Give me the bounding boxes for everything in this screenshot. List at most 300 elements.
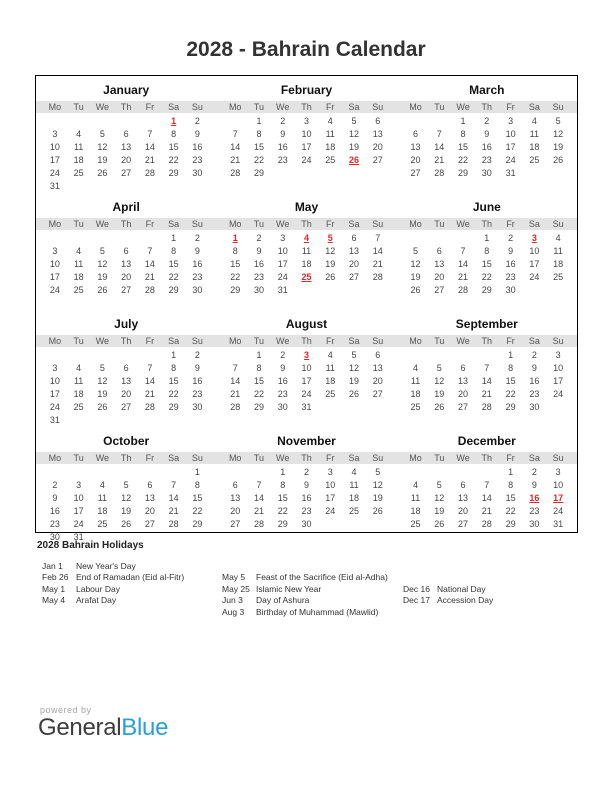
date-cell: 19 — [97, 389, 108, 399]
date-cell: 13 — [349, 246, 360, 256]
date-cell: 30 — [505, 285, 516, 295]
date-cell: 17 — [529, 259, 540, 269]
date-cell: 30 — [253, 285, 264, 295]
date-cell: 7 — [232, 363, 238, 373]
date-cell: 29 — [168, 168, 179, 178]
date-cell: 27 — [121, 285, 132, 295]
weekday-row — [36, 218, 216, 230]
empty-cell — [318, 180, 342, 193]
date-cell: 11 — [553, 246, 563, 256]
holiday-name: Feast of the Sacrifice (Eid al-Adha) — [256, 572, 388, 583]
month-april — [36, 193, 216, 310]
holiday-item — [37, 595, 217, 606]
holiday-date: Aug 3 — [222, 606, 245, 617]
empty-cell — [404, 115, 428, 128]
date-cell: 18 — [325, 142, 336, 152]
weekday-label: Sa — [168, 102, 180, 112]
date-cell: 22 — [277, 506, 288, 516]
holiday-name: Day of Ashura — [256, 595, 310, 606]
weekday-row — [216, 452, 396, 464]
date-cell: 15 — [505, 376, 516, 386]
empty-cell — [499, 297, 523, 310]
weekday-label: Sa — [168, 219, 180, 229]
date-cell: 27 — [121, 402, 132, 412]
date-cell: 11 — [410, 376, 421, 386]
empty-cell — [247, 180, 271, 193]
date-cell: 1 — [280, 467, 286, 477]
weekday-label: We — [95, 102, 110, 112]
empty-cell — [43, 115, 67, 128]
date-cell: 16 — [192, 142, 203, 152]
date-cell: 12 — [349, 363, 360, 373]
date-cell: 16 — [505, 259, 516, 269]
date-cell: 5 — [123, 480, 129, 490]
date-cell: 14 — [230, 142, 241, 152]
date-cell: 26 — [372, 506, 383, 516]
weekday-label: Tu — [434, 219, 445, 229]
date-cell: 28 — [144, 285, 155, 295]
weekday-label: Th — [120, 102, 132, 112]
weekday-label: Mo — [48, 453, 62, 463]
month-title: March — [469, 83, 505, 97]
empty-cell — [546, 297, 570, 310]
empty-cell — [427, 297, 451, 310]
date-cell: 19 — [349, 142, 360, 152]
empty-cell — [404, 414, 428, 427]
date-cell: 11 — [73, 142, 84, 152]
date-cell: 14 — [144, 376, 155, 386]
date-cell: 18 — [553, 259, 564, 269]
date-cell: 15 — [253, 142, 264, 152]
date-cell: 29 — [505, 519, 516, 529]
date-cell: 16 — [529, 376, 540, 386]
date-cell: 25 — [325, 389, 336, 399]
date-cell: 21 — [168, 506, 179, 516]
date-cell: 28 — [230, 402, 241, 412]
weekday-label: Mo — [48, 102, 62, 112]
empty-cell — [318, 414, 342, 427]
date-cell: 8 — [484, 246, 490, 256]
date-cell: 13 — [144, 493, 155, 503]
date-cell: 25 — [325, 155, 336, 165]
date-cell: 3 — [52, 129, 58, 139]
date-cell: 12 — [349, 129, 360, 139]
date-cell: 5 — [436, 480, 442, 490]
date-cell: 15 — [505, 493, 516, 503]
holiday-empty-cell — [398, 572, 577, 583]
date-cell: 6 — [123, 363, 129, 373]
weekday-row — [216, 101, 396, 113]
date-cell: 18 — [325, 376, 336, 386]
holiday-grid — [37, 561, 577, 618]
empty-cell — [451, 297, 475, 310]
date-cell: 14 — [253, 493, 264, 503]
date-cell: 21 — [481, 506, 492, 516]
date-cell: 28 — [144, 168, 155, 178]
date-cell: 12 — [372, 480, 383, 490]
empty-cell — [427, 349, 451, 362]
date-cell: 3 — [76, 480, 82, 490]
month-title: February — [280, 83, 333, 97]
empty-cell — [522, 297, 546, 310]
date-cell: 11 — [325, 129, 335, 139]
date-cell: 1 — [194, 467, 200, 477]
date-cell: 26 — [553, 155, 564, 165]
date-cell: 29 — [230, 285, 241, 295]
date-cell: 26 — [434, 519, 445, 529]
month-title: January — [103, 83, 150, 97]
holiday-item — [217, 572, 398, 583]
empty-cell — [427, 115, 451, 128]
date-cell: 11 — [301, 246, 312, 256]
empty-cell — [271, 167, 295, 180]
date-cell: 15 — [481, 259, 492, 269]
date-cell: 21 — [253, 506, 264, 516]
date-cell: 6 — [413, 129, 419, 139]
date-cell: 22 — [230, 272, 241, 282]
date-cell: 20 — [121, 272, 132, 282]
date-cell: 20 — [372, 376, 383, 386]
empty-cell — [546, 284, 570, 297]
date-cell: 30 — [192, 402, 203, 412]
date-cell: 18 — [301, 259, 312, 269]
weekday-label: We — [95, 219, 110, 229]
holiday-empty-cell — [217, 561, 398, 572]
date-cell: 24 — [277, 272, 288, 282]
date-cell: 21 — [230, 389, 241, 399]
empty-cell — [91, 297, 115, 310]
empty-cell — [451, 349, 475, 362]
date-cell-holiday: 26 — [349, 155, 360, 165]
date-cell: 30 — [481, 168, 492, 178]
dates-grid — [216, 115, 396, 193]
date-cell: 23 — [192, 272, 203, 282]
date-cell: 6 — [436, 246, 442, 256]
date-cell: 13 — [372, 129, 383, 139]
weekday-label: Mo — [409, 102, 422, 112]
date-cell: 7 — [171, 480, 177, 490]
empty-cell — [114, 180, 138, 193]
date-cell: 8 — [171, 129, 177, 139]
date-cell: 24 — [301, 155, 312, 165]
date-cell: 29 — [253, 402, 264, 412]
date-cell: 11 — [97, 493, 108, 503]
date-cell-holiday: 16 — [529, 493, 540, 503]
date-cell: 17 — [49, 389, 60, 399]
date-cell: 25 — [349, 506, 360, 516]
date-cell: 4 — [413, 480, 419, 490]
empty-cell — [186, 180, 210, 193]
brand-blue: Blue — [121, 714, 169, 741]
empty-cell — [342, 401, 366, 414]
empty-cell — [366, 518, 390, 531]
date-cell: 23 — [529, 389, 540, 399]
month-september — [397, 310, 577, 427]
date-cell: 18 — [410, 389, 421, 399]
date-cell: 6 — [375, 116, 381, 126]
date-cell: 31 — [277, 285, 288, 295]
empty-cell — [318, 284, 342, 297]
date-cell: 26 — [97, 285, 108, 295]
empty-cell — [475, 466, 499, 479]
month-title: July — [114, 317, 139, 331]
empty-cell — [295, 414, 319, 427]
empty-cell — [223, 180, 247, 193]
date-cell: 26 — [434, 402, 445, 412]
weekday-label: Th — [481, 336, 493, 346]
empty-cell — [67, 232, 91, 245]
weekday-label: Fr — [145, 336, 155, 346]
date-cell: 23 — [529, 506, 540, 516]
date-cell: 6 — [460, 363, 466, 373]
date-cell: 24 — [325, 506, 336, 516]
date-cell: 24 — [553, 506, 564, 516]
date-cell: 29 — [458, 168, 469, 178]
weekday-label: Sa — [528, 102, 540, 112]
holiday-date: Dec 17 — [403, 595, 430, 606]
date-cell: 1 — [508, 467, 514, 477]
weekday-label: Sa — [348, 102, 360, 112]
date-cell: 22 — [168, 155, 179, 165]
date-cell: 8 — [256, 363, 262, 373]
weekday-label: Su — [191, 219, 203, 229]
date-cell: 16 — [253, 259, 264, 269]
date-cell: 7 — [147, 363, 153, 373]
weekday-label: Fr — [325, 102, 335, 112]
weekday-label: Tu — [253, 453, 265, 463]
empty-cell — [91, 466, 115, 479]
date-cell: 27 — [349, 272, 360, 282]
date-cell-holiday: 1 — [232, 233, 238, 243]
empty-cell — [138, 180, 162, 193]
date-cell: 9 — [531, 363, 537, 373]
date-cell: 28 — [230, 168, 241, 178]
date-cell: 15 — [458, 142, 469, 152]
holiday-date: Jan 1 — [42, 561, 63, 571]
date-cell: 26 — [325, 272, 336, 282]
date-cell: 31 — [73, 532, 84, 542]
date-cell: 9 — [508, 246, 514, 256]
holiday-name: Birthday of Muhammad (Mawlid) — [256, 606, 379, 617]
dates-grid — [397, 466, 577, 544]
empty-cell — [318, 401, 342, 414]
date-cell: 7 — [147, 129, 153, 139]
holiday-name: Labour Day — [76, 583, 120, 594]
date-cell-holiday: 25 — [301, 272, 312, 282]
empty-cell — [162, 414, 186, 427]
holiday-empty-cell — [398, 561, 577, 572]
weekday-label: Su — [552, 219, 564, 229]
date-cell: 24 — [553, 389, 564, 399]
date-cell: 22 — [458, 155, 469, 165]
date-cell: 7 — [256, 480, 262, 490]
holiday-item — [37, 572, 217, 583]
date-cell: 11 — [73, 259, 84, 269]
dates-grid — [36, 232, 216, 310]
date-cell: 27 — [372, 155, 383, 165]
date-cell: 27 — [458, 519, 469, 529]
empty-cell — [451, 414, 475, 427]
weekday-row — [397, 101, 577, 113]
date-cell: 19 — [434, 506, 445, 516]
weekday-label: We — [276, 453, 290, 463]
date-cell: 31 — [505, 168, 516, 178]
holiday-item — [217, 607, 398, 618]
date-cell: 10 — [49, 142, 60, 152]
date-cell: 16 — [277, 142, 288, 152]
date-cell: 10 — [301, 129, 312, 139]
empty-cell — [138, 297, 162, 310]
month-title: August — [285, 317, 328, 331]
date-cell: 8 — [508, 480, 514, 490]
date-cell: 3 — [280, 233, 286, 243]
date-cell-holiday: 1 — [171, 116, 177, 126]
date-cell: 10 — [277, 246, 288, 256]
date-cell: 19 — [97, 155, 108, 165]
month-october — [36, 427, 216, 544]
date-cell: 12 — [97, 259, 108, 269]
month-august — [216, 310, 396, 427]
weekday-label: We — [456, 336, 470, 346]
date-cell: 18 — [410, 506, 421, 516]
date-cell: 27 — [458, 402, 469, 412]
date-cell: 13 — [230, 493, 241, 503]
empty-cell — [91, 115, 115, 128]
empty-cell — [67, 414, 91, 427]
holiday-date: May 4 — [42, 595, 66, 606]
empty-cell — [427, 232, 451, 245]
holiday-date: Jun 3 — [222, 595, 243, 606]
date-cell: 30 — [529, 519, 540, 529]
date-cell: 7 — [436, 129, 442, 139]
date-cell: 8 — [280, 480, 286, 490]
date-cell: 1 — [484, 233, 490, 243]
date-cell: 6 — [460, 480, 466, 490]
date-cell: 4 — [531, 116, 537, 126]
month-march — [397, 76, 577, 193]
date-cell: 5 — [99, 129, 105, 139]
date-cell: 5 — [99, 363, 105, 373]
holiday-date: Dec 16 — [403, 583, 430, 594]
weekday-label: Fr — [325, 219, 335, 229]
empty-cell — [366, 401, 390, 414]
date-cell: 16 — [49, 506, 60, 516]
date-cell: 1 — [171, 350, 177, 360]
date-cell: 29 — [168, 285, 179, 295]
empty-cell — [451, 466, 475, 479]
weekday-label: Th — [301, 102, 312, 112]
empty-cell — [366, 167, 390, 180]
date-cell-holiday: 17 — [553, 493, 564, 503]
weekday-label: Mo — [48, 336, 62, 346]
date-cell: 30 — [49, 532, 60, 542]
date-cell: 24 — [529, 272, 540, 282]
empty-cell — [162, 297, 186, 310]
date-cell: 20 — [458, 389, 469, 399]
empty-cell — [223, 349, 247, 362]
date-cell: 2 — [52, 480, 58, 490]
date-cell: 10 — [505, 129, 516, 139]
weekday-label: Sa — [528, 219, 540, 229]
month-january — [36, 76, 216, 193]
date-cell: 28 — [481, 402, 492, 412]
date-cell: 4 — [76, 363, 82, 373]
empty-cell — [295, 284, 319, 297]
empty-cell — [404, 466, 428, 479]
holiday-item — [217, 584, 398, 595]
date-cell: 16 — [301, 493, 312, 503]
empty-cell — [295, 297, 319, 310]
date-cell: 24 — [49, 168, 60, 178]
empty-cell — [522, 180, 546, 193]
date-cell: 1 — [256, 350, 262, 360]
weekday-label: Su — [372, 336, 384, 346]
empty-cell — [404, 349, 428, 362]
date-cell: 1 — [171, 233, 177, 243]
empty-cell — [138, 349, 162, 362]
empty-cell — [114, 414, 138, 427]
date-cell: 4 — [327, 116, 333, 126]
date-cell: 24 — [505, 155, 516, 165]
weekday-row — [397, 218, 577, 230]
weekday-row — [36, 335, 216, 347]
holidays-section — [37, 540, 577, 618]
date-cell: 2 — [531, 467, 537, 477]
date-cell: 2 — [303, 467, 309, 477]
month-december — [397, 427, 577, 544]
empty-cell — [475, 180, 499, 193]
empty-cell — [522, 414, 546, 427]
date-cell: 8 — [171, 363, 177, 373]
date-cell: 13 — [458, 376, 469, 386]
date-cell: 30 — [192, 285, 203, 295]
date-cell: 29 — [505, 402, 516, 412]
date-cell: 19 — [553, 142, 564, 152]
weekday-label: Fr — [325, 336, 335, 346]
date-cell: 3 — [555, 350, 561, 360]
date-cell: 5 — [99, 246, 105, 256]
date-cell: 26 — [121, 519, 132, 529]
month-title: December — [457, 434, 516, 448]
dates-grid — [36, 349, 216, 427]
weekday-label: Fr — [145, 453, 155, 463]
date-cell: 10 — [553, 480, 564, 490]
date-cell: 26 — [97, 402, 108, 412]
date-cell: 9 — [531, 480, 537, 490]
date-cell: 3 — [52, 363, 58, 373]
date-cell: 10 — [49, 259, 60, 269]
date-cell: 17 — [301, 142, 312, 152]
empty-cell — [138, 232, 162, 245]
empty-cell — [67, 180, 91, 193]
empty-cell — [427, 180, 451, 193]
empty-cell — [366, 284, 390, 297]
date-cell: 24 — [73, 519, 84, 529]
empty-cell — [546, 180, 570, 193]
date-cell-holiday: 4 — [303, 233, 309, 243]
weekday-label: We — [276, 336, 290, 346]
date-cell: 5 — [375, 467, 381, 477]
date-cell: 25 — [97, 519, 108, 529]
weekday-label: Mo — [409, 336, 422, 346]
date-cell: 18 — [349, 493, 360, 503]
dates-grid — [216, 232, 396, 310]
date-cell: 26 — [349, 389, 360, 399]
weekday-label: We — [456, 219, 470, 229]
empty-cell — [271, 180, 295, 193]
month-november — [216, 427, 396, 544]
weekday-label: Mo — [409, 453, 422, 463]
